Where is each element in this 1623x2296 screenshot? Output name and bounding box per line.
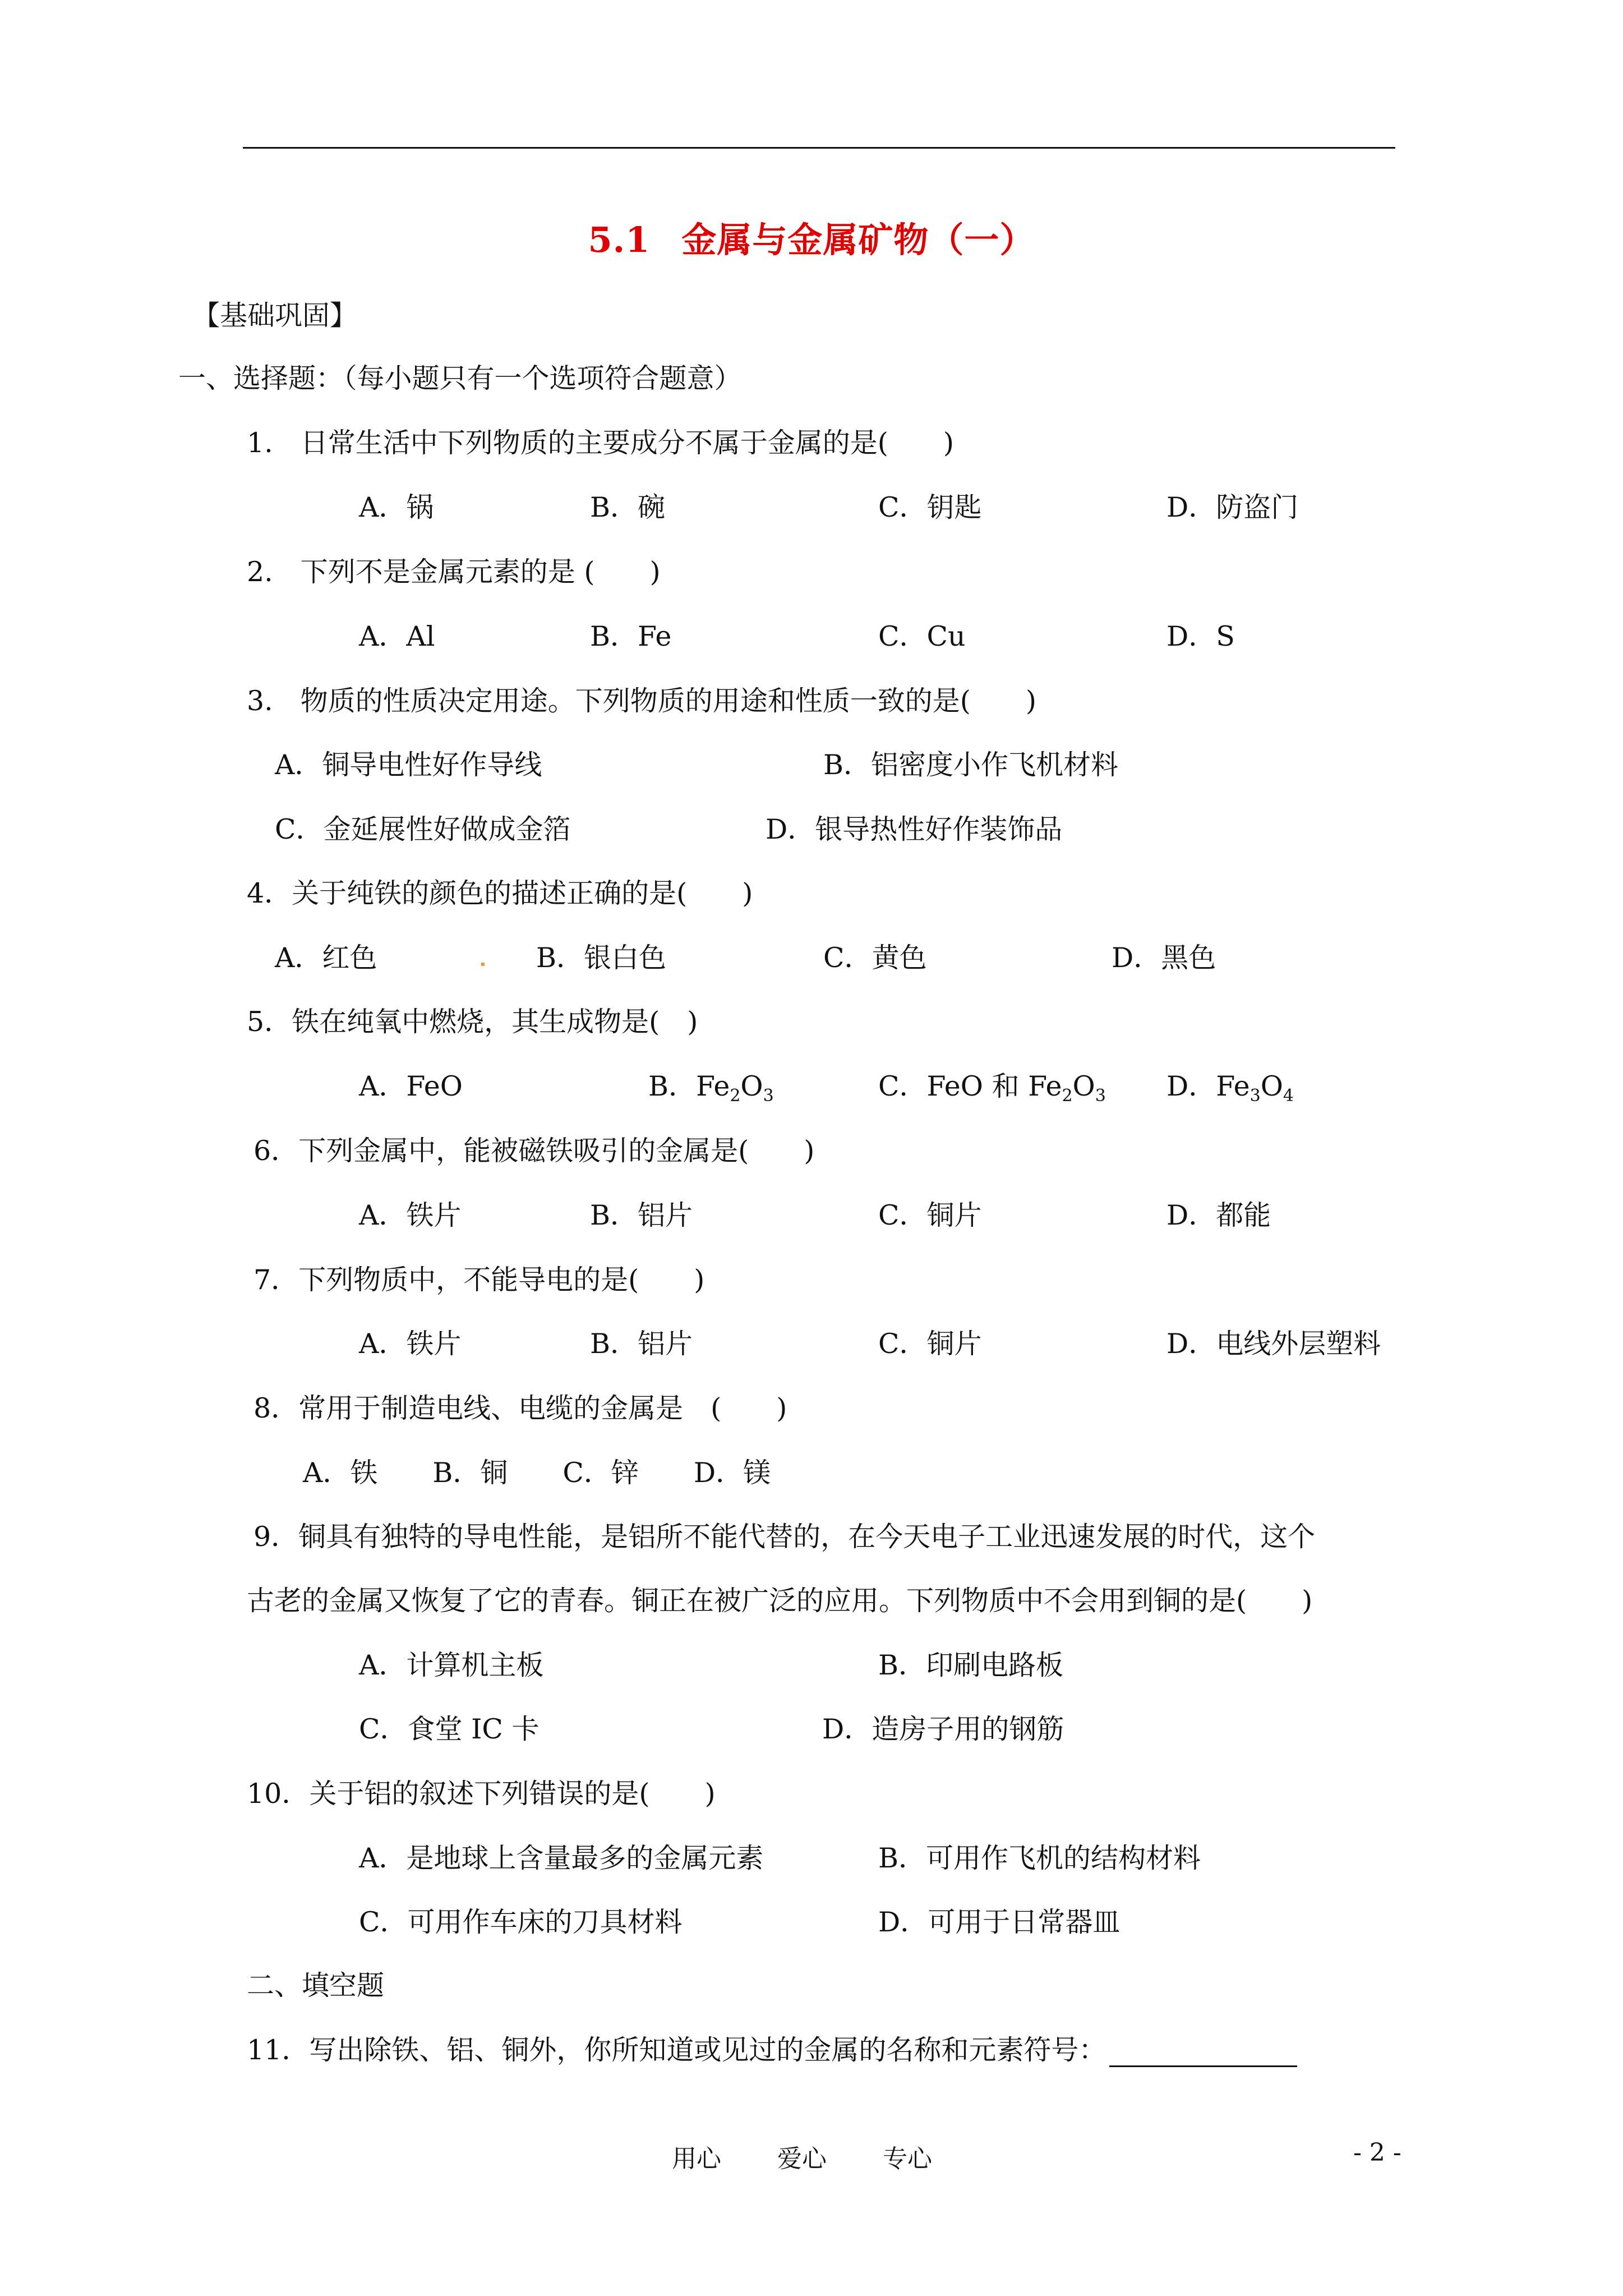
stray-speck [481, 963, 485, 966]
question-7-stem: 7．下列物质中，不能导电的是( ) [253, 1264, 705, 1296]
question-2-option-c: C．Cu [878, 620, 966, 652]
question-5-option-a: A．FeO [359, 1070, 463, 1102]
question-3-option-c: C．金延展性好做成金箔 [275, 813, 571, 845]
question-10-stem: 10．关于铝的叙述下列错误的是( ) [247, 1778, 716, 1810]
question-1-option-c: C．钥匙 [878, 491, 982, 523]
question-6-stem: 6．下列金属中，能被磁铁吸引的金属是( ) [253, 1135, 815, 1167]
question-7-option-c: C．铜片 [878, 1328, 982, 1360]
question-1-option-d: D．防盗门 [1166, 491, 1299, 523]
question-2-option-d: D．S [1166, 620, 1235, 652]
question-6-option-c: C．铜片 [878, 1199, 982, 1231]
question-9-option-b: B．印刷电路板 [878, 1649, 1064, 1681]
question-9-stem-line2: 古老的金属又恢复了它的青春。铜正在被广泛的应用。下列物质中不会用到铜的是( ) [247, 1585, 1313, 1617]
question-9-option-a: A．计算机主板 [359, 1649, 544, 1681]
question-6-option-a: A．铁片 [359, 1199, 462, 1231]
question-7-option-b: B．铝片 [590, 1328, 693, 1360]
title-number: 5.1 [588, 219, 651, 260]
question-2-option-b: B．Fe [590, 620, 672, 652]
question-5-option-c: C．FeO 和 $Fe_2O_3$ [878, 1070, 1106, 1106]
question-1-option-a: A．锅 [359, 491, 434, 523]
question-4-option-b: B．银白色 [536, 942, 667, 974]
part2-heading: 二、填空题 [247, 1970, 385, 2001]
question-10-option-a: A．是地球上含量最多的金属元素 [359, 1842, 764, 1874]
question-3-option-a: A．铜导电性好作导线 [275, 749, 542, 781]
question-3-option-b: B．铝密度小作飞机材料 [823, 749, 1119, 781]
answer-blank[interactable] [1109, 2036, 1297, 2067]
question-8-stem: 8．常用于制造电线、电缆的金属是 ( ) [253, 1392, 787, 1424]
page-title [0, 212, 1623, 262]
question-9-option-d: D．造房子用的钢筋 [822, 1713, 1064, 1745]
question-10-option-c: C．可用作车床的刀具材料 [359, 1906, 683, 1938]
question-6-option-d: D．都能 [1166, 1199, 1271, 1231]
question-2-stem: 2. 下列不是金属元素的是 ( ) [247, 556, 661, 588]
question-9-stem-line1: 9．铜具有独特的导电性能，是铝所不能代替的，在今天电子工业迅速发展的时代，这个 [253, 1521, 1316, 1553]
question-11-text: 11．写出除铁、铝、铜外，你所知道或见过的金属的名称和元素符号： [247, 2034, 1106, 2066]
question-11-stem [247, 2033, 1297, 2067]
question-1-option-b: B．碗 [590, 491, 666, 523]
question-5-option-b: B．$Fe_2O_3$ [648, 1070, 774, 1106]
question-10-option-b: B．可用作飞机的结构材料 [878, 1842, 1201, 1874]
footer-motto: 用心 爱心 专心 [672, 2145, 932, 2173]
question-2-option-a: A．Al [359, 620, 435, 652]
question-1-stem: 1. 日常生活中下列物质的主要成分不属于金属的是( ) [247, 427, 954, 459]
question-6-option-b: B．铝片 [590, 1199, 693, 1231]
question-9-option-c: C．食堂 IC 卡 [359, 1713, 540, 1745]
question-4-option-a: A．红色 [275, 942, 377, 974]
question-5-option-d: D．$Fe_3O_4$ [1166, 1070, 1294, 1106]
question-3-option-d: D．银导热性好作装饰品 [766, 813, 1063, 845]
part1-heading: 一、选择题：（每小题只有一个选项符合题意） [178, 362, 742, 394]
question-7-option-d: D．电线外层塑料 [1166, 1328, 1381, 1360]
question-10-option-d: D．可用于日常器皿 [878, 1906, 1121, 1938]
question-4-option-c: C．黄色 [823, 942, 927, 974]
question-5-stem: 5．铁在纯氧中燃烧，其生成物是( ) [247, 1006, 698, 1038]
page-number: - 2 - [1353, 2138, 1401, 2167]
question-8-options: A．铁 B．铜 C．锌 D．镁 [303, 1457, 771, 1489]
section-basic-label: 【基础巩固】 [192, 300, 358, 332]
question-7-option-a: A．铁片 [359, 1328, 462, 1360]
question-4-option-d: D．黑色 [1112, 942, 1216, 974]
title-text: 金属与金属矿物（一） [681, 219, 1035, 260]
question-3-stem: 3. 物质的性质决定用途。下列物质的用途和性质一致的是( ) [247, 685, 1036, 717]
header-rule [243, 147, 1395, 149]
question-4-stem: 4．关于纯铁的颜色的描述正确的是( ) [247, 877, 753, 909]
